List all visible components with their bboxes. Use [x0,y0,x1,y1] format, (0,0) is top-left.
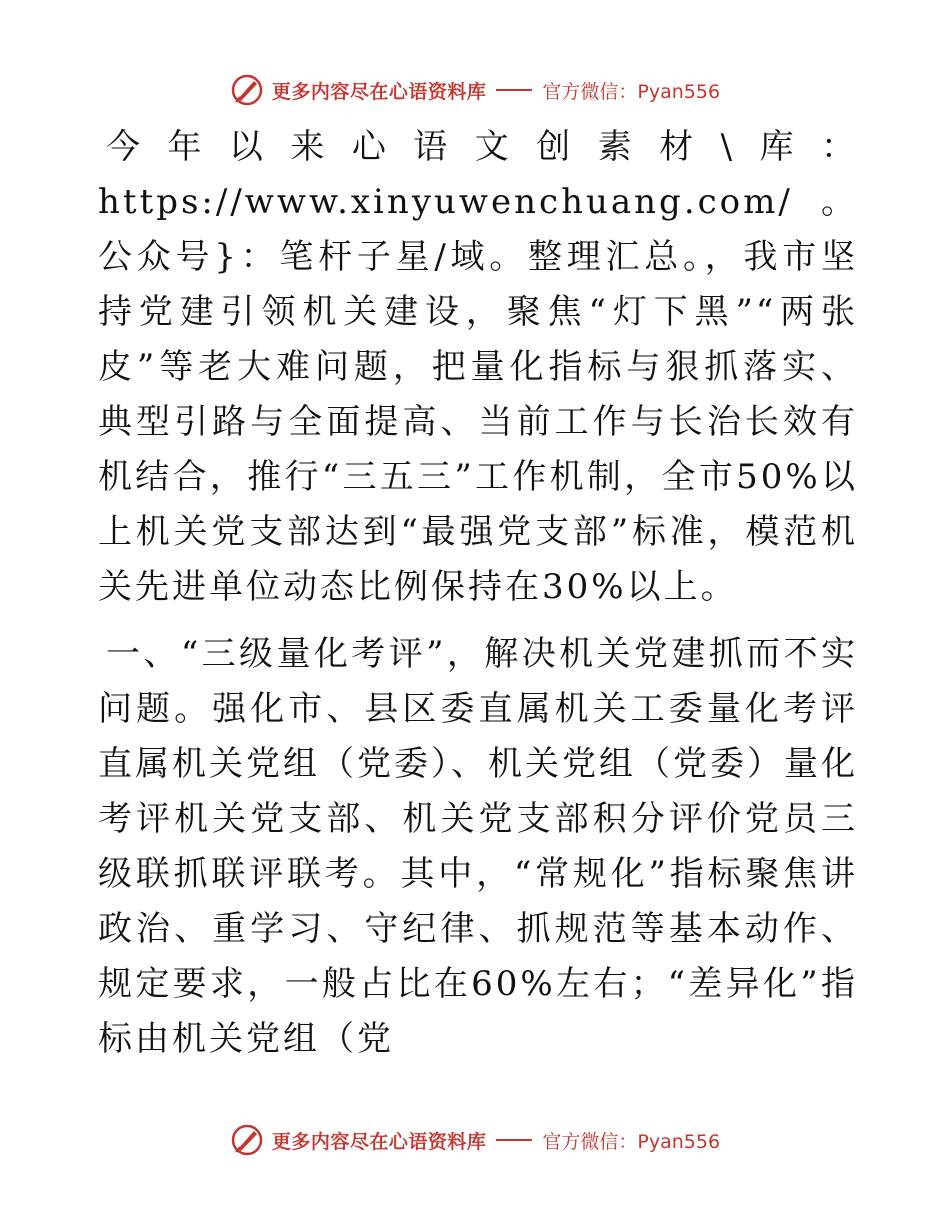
banner-wechat: 官方微信：Pyan556 [542,80,721,103]
paragraph-intro: 今年以来心语文创素材\库：https://www.xinyuwenchuang.com/。公众号}：笔杆子星/域。整理汇总。，我市坚持党建引领机关建设，聚焦“灯下黑”“两张皮”等老大难问题，把量化指标与狠抓落实、典型引路与全面提高、当前工作与长治长效有机结合，推行“三五三”工作机制，全市50%以上机关党支部达到“最强党支部”标准，模范机关先进单位动态比例保持在30%以上。 [98,127,858,607]
footer-banner [0,1120,950,1160]
paragraph-section-one: 一、“三级量化考评”，解决机关党建抓而不实问题。强化市、县区委直属机关工委量化考评直属机关党组（党委）、机关党组（党委）量化考评机关党支部、机关党支部积分评价党员三级联抓联评联考。其中，“常规化”指标聚焦讲政治、重学习、守纪律、抓规范等基本动作、规定要求，一般占比在60%左右；“差异化”指标由机关党组（党 [98,634,858,1059]
document-body [98,120,858,1067]
banner-text: 更多内容尽在心语资料库 [271,1130,487,1153]
banner-wechat: 官方微信：Pyan556 [542,1130,721,1153]
banner-text: 更多内容尽在心语资料库 [271,80,487,103]
banner-divider [496,89,532,91]
header-banner [0,70,950,110]
quill-circle-logo-icon [230,1123,264,1157]
quill-circle-logo-icon [230,73,264,107]
banner-divider [496,1139,532,1141]
